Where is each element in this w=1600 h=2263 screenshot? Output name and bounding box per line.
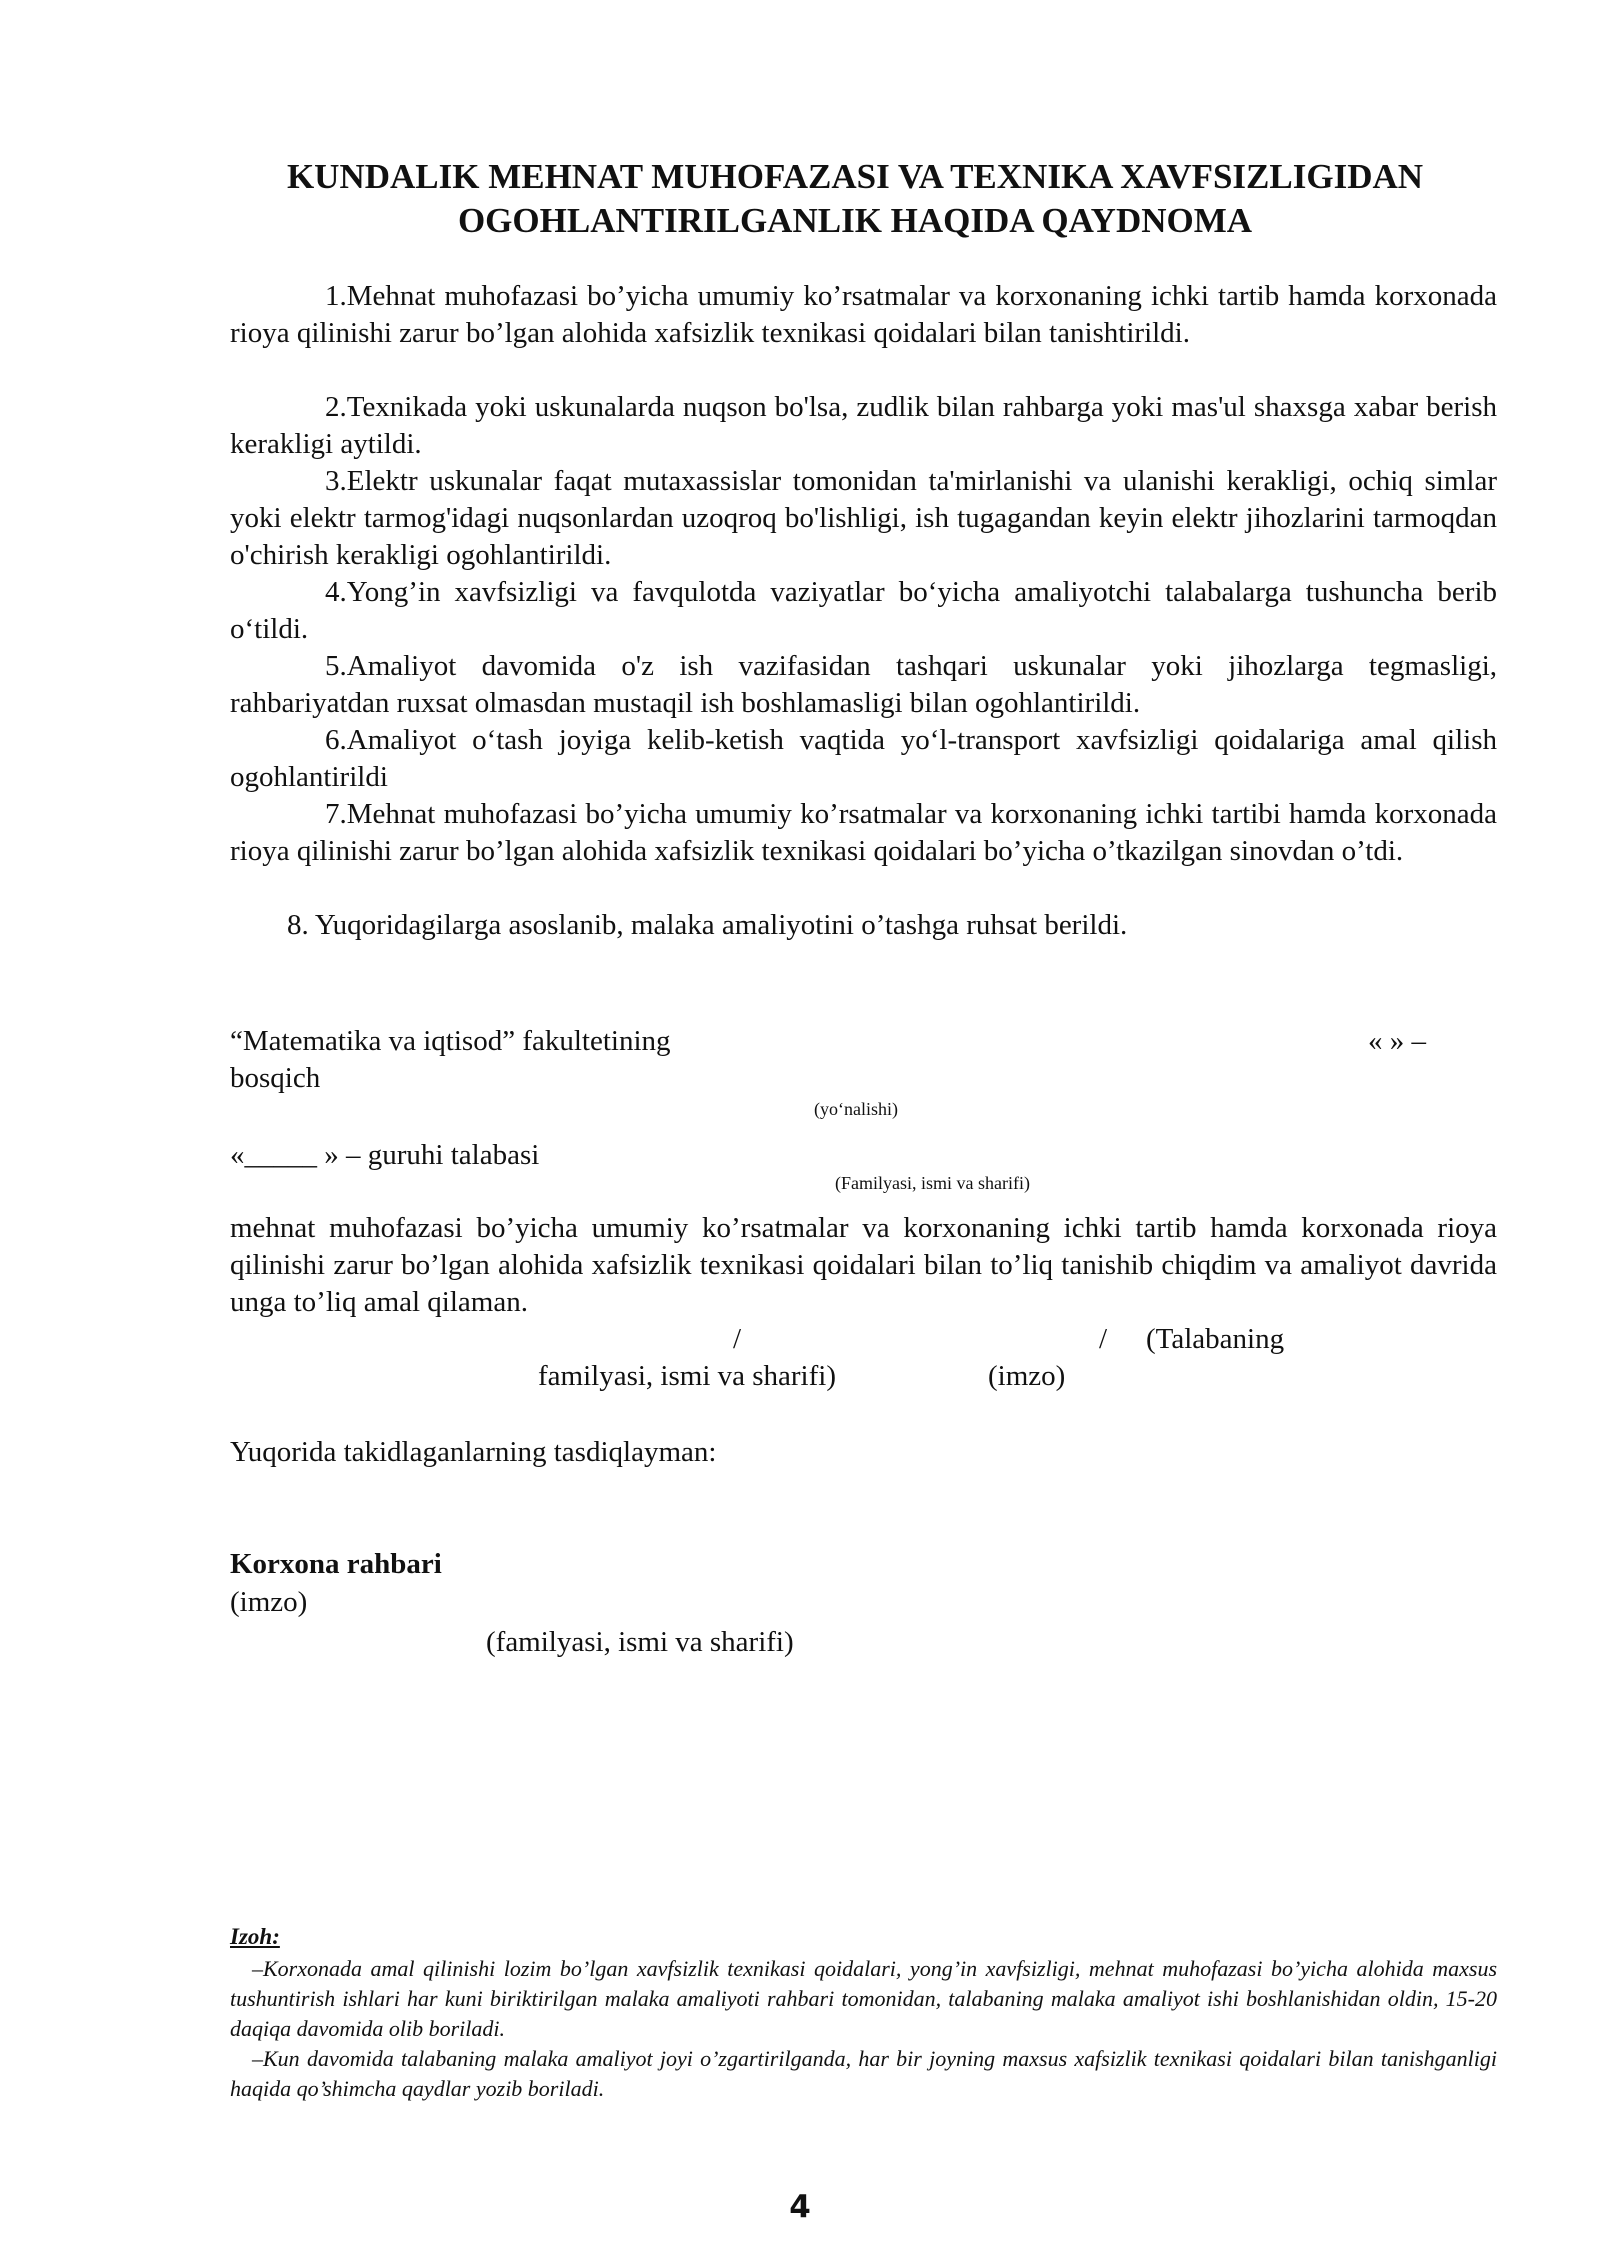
item-6: 6.Amaliyot o‘tash joyiga kelib-ketish vaqtida yo‘l-transport xavfsizligi qoidalariga amal qilish ogohlantirildi	[230, 724, 1497, 793]
student-name-caption: (Familyasi, ismi va sharifi)	[835, 1173, 1030, 1193]
group-line: «_____ » – guruhi talabasi	[230, 1139, 540, 1171]
item-2: 2.Texnikada yoki uskunalarda nuqson bo'lsa, zudlik bilan rahbarga yoki mas'ul shaxsga xabar berish kerakligi aytildi.	[230, 391, 1497, 460]
signature-slash-1: /	[733, 1323, 742, 1355]
direction-caption: (yo‘nalishi)	[814, 1099, 898, 1119]
title-line-2: OGOHLANTIRILGANLIK HAQIDA QAYDNOMA	[457, 201, 1253, 240]
page-number: 4	[789, 2189, 811, 2225]
item-1: 1.Mehnat muhofazasi bo’yicha umumiy ko’rsatmalar va korxonaning ichki tartib hamda korxonada rioya qilinishi zarur bo’lgan alohida xafsizlik texnikasi qoidalari bilan tanishtirildi.	[230, 280, 1497, 349]
note-heading: Izoh:	[230, 1924, 280, 1949]
item-3: 3.Elektr uskunalar faqat mutaxassislar tomonidan ta'mirlanishi va ulanishi kerakligi, ochiq simlar yoki elektr tarmog'idagi nuqsonlardan uzoqroq bo'lishligi, ish tugagandan keyin elektr jihozlarini tarmoqdan o'chirish kerakligi ogohlantirildi.	[230, 465, 1497, 571]
confirmation-text: Yuqorida takidlaganlarning tasdiqlayman:	[230, 1436, 717, 1468]
title-line-1: KUNDALIK MEHNAT MUHOFAZASI VA TEXNIKA XAVFSIZLIGIDAN	[286, 157, 1424, 196]
student-signature-caption: (imzo)	[988, 1360, 1066, 1392]
director-signature-caption: (imzo)	[230, 1586, 308, 1618]
director-name-caption: (familyasi, ismi va sharifi)	[486, 1626, 794, 1658]
stage-bracket: « » –	[1368, 1025, 1426, 1057]
signature-slash-2: /	[1099, 1323, 1108, 1355]
item-7: 7.Mehnat muhofazasi bo’yicha umumiy ko’rsatmalar va korxonaning ichki tartibi hamda korxonada rioya qilinishi zarur bo’lgan alohida xafsizlik texnikasi qoidalari bo’yicha o’tkazilgan sinovdan o’tdi.	[230, 798, 1497, 867]
student-statement: mehnat muhofazasi bo’yicha umumiy ko’rsatmalar va korxonaning ichki tartib hamda korxonada rioya qilinishi zarur bo’lgan alohida xafsizlik texnikasi qoidalari bilan to’liq tanishib chiqdim va amaliyot davrida unga to’liq amal qilaman.	[230, 1212, 1497, 1318]
item-4: 4.Yong’in xavfsizligi va favqulotda vaziyatlar bo‘yicha amaliyotchi talabalarga tushuncha berib o‘tildi.	[230, 576, 1497, 645]
faculty-label: “Matematika va iqtisod” fakultetining	[230, 1025, 671, 1057]
note-line-1: –Korxonada amal qilinishi lozim bo’lgan xavfsizlik texnikasi qoidalari, yong’in xavfsizligi, mehnat muhofazasi bo’yicha alohida maxsus tushuntirish ishlari har kuni biriktirilgan malaka amaliyoti rahbari tomonidan, talabaning malaka amaliyot ishi boshlanishidan oldin, 15-20 daqiqa davomida olib boriladi.	[230, 1956, 1497, 2041]
item-5: 5.Amaliyot davomida o'z ish vazifasidan tashqari uskunalar yoki jihozlarga tegmasligi, rahbariyatdan ruxsat olmasdan mustaqil ish boshlamasligi bilan ogohlantirildi.	[230, 650, 1497, 719]
student-caption-b: familyasi, ismi va sharifi)	[538, 1360, 836, 1392]
item-8: 8. Yuqoridagilarga asoslanib, malaka amaliyotini o’tashga ruhsat berildi.	[287, 909, 1128, 941]
stage-word: bosqich	[230, 1062, 321, 1094]
director-label: Korxona rahbari	[230, 1548, 442, 1580]
note-line-2: –Kun davomida talabaning malaka amaliyot joyi o’zgartirilganda, har bir joyning maxsus xafsizlik texnikasi qoidalari bilan tanishganligi haqida qo’shimcha qaydlar yozib boriladi.	[230, 2046, 1497, 2101]
student-caption-a: (Talabaning	[1146, 1323, 1285, 1355]
